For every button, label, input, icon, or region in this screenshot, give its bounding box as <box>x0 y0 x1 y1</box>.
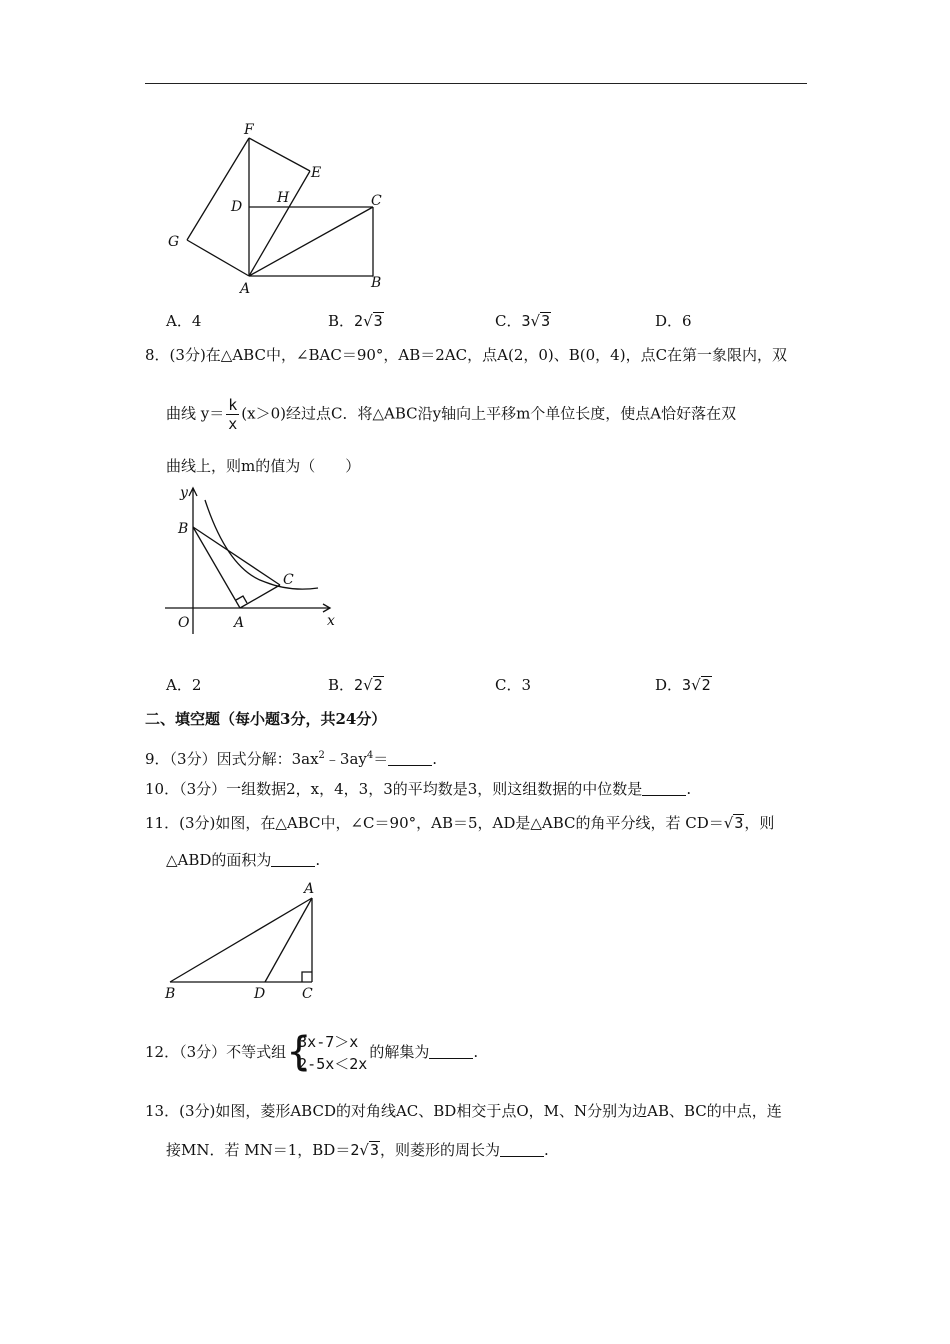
section-heading: 二、填空题（每小题3分，共24分） <box>145 710 387 728</box>
period: . <box>543 1141 549 1159</box>
coef: 2 <box>350 1141 360 1159</box>
coef: 2 <box>354 676 364 694</box>
exponent: 4 <box>366 750 374 761</box>
q8-line2-post: (x＞0)经过点C．将△ABC沿y轴向上平移m个单位长度，使点A恰好落在双 <box>241 404 737 423</box>
axis-label-x: x <box>327 613 335 629</box>
coef: 2 <box>354 312 364 330</box>
label-F: F <box>244 122 254 138</box>
q8-figure <box>160 482 350 634</box>
inequality-system <box>286 1031 367 1075</box>
label-C: C <box>302 986 313 1002</box>
label-C: C <box>371 193 382 209</box>
q8-option-c[interactable]: C．3 <box>495 676 532 694</box>
denominator: x <box>228 415 238 433</box>
label-G: G <box>168 234 180 250</box>
label-D: D <box>254 986 266 1002</box>
radicand: 3 <box>369 1141 379 1159</box>
label-A: A <box>304 881 315 897</box>
q11-line1-post: ，则 <box>744 814 775 832</box>
header-rule <box>145 83 807 84</box>
q12 <box>145 1030 478 1075</box>
q12-post: 的解集为 <box>369 1043 430 1061</box>
numerator: k <box>228 396 238 414</box>
q11-line1: 11．(3分)如图，在△ABC中，∠C＝90°，AB＝5，AD是△ABC的角平分线，若 CD＝√3，则 <box>145 814 775 832</box>
answer-blank[interactable] <box>388 751 432 766</box>
period: . <box>473 1043 479 1061</box>
q10-text: 10．（3分）一组数据2，x，4，3，3的平均数是3，则这组数据的中位数是 <box>145 780 643 798</box>
inequality-1: 3x-7＞x <box>298 1033 359 1051</box>
q11-line1-pre: 11．(3分)如图，在△ABC中，∠C＝90°，AB＝5，AD是△ABC的角平分线，若 CD＝ <box>145 814 724 832</box>
q7-option-d[interactable]: D．6 <box>655 312 692 330</box>
q13-line2: 接MN．若 MN＝1，BD＝2√3，则菱形的周长为 . <box>166 1141 549 1159</box>
q7-figure <box>160 118 400 300</box>
label-C: C <box>283 572 294 588</box>
option-letter: B． <box>328 312 355 330</box>
period: . <box>432 750 438 768</box>
fraction <box>226 396 239 433</box>
q7-option-a[interactable]: A．4 <box>166 312 202 330</box>
coef: 3 <box>682 676 692 694</box>
q9-pre: 9．（3分）因式分解：3ax <box>145 750 319 768</box>
q8-option-a[interactable]: A．2 <box>166 676 202 694</box>
q7-option-c[interactable]: C．3√3 <box>495 312 551 330</box>
coef: 3 <box>521 312 531 330</box>
inequality-2: 2-5x＜2x <box>298 1055 368 1073</box>
q9 <box>145 746 437 769</box>
q8-option-d[interactable]: D．3√2 <box>655 676 711 694</box>
option-letter: B． <box>328 676 355 694</box>
q8-line2-pre: 曲线 y＝ <box>166 404 225 423</box>
period: . <box>686 780 692 798</box>
q8-line3: 曲线上，则m的值为（ ） <box>166 457 361 475</box>
q8-option-b[interactable]: B．2√2 <box>328 676 383 694</box>
label-B: B <box>371 275 382 291</box>
q8-line1: 8．(3分)在△ABC中，∠BAC＝90°，AB＝2AC，点A(2，0)、B(0，4)，点C在第一象限内，双 <box>145 346 788 364</box>
option-letter: C． <box>495 312 522 330</box>
q8-line2 <box>166 396 736 433</box>
label-D: D <box>231 199 243 215</box>
label-O: O <box>178 615 190 631</box>
radicand: 3 <box>734 814 744 832</box>
q9-post: ＝ <box>373 750 389 768</box>
label-E: E <box>311 165 322 181</box>
radicand: 3 <box>373 312 383 330</box>
q7-option-b[interactable]: B．2√3 <box>328 312 383 330</box>
period: . <box>315 851 321 869</box>
label-H: H <box>277 190 290 206</box>
q11-line2 <box>166 850 320 870</box>
q9-mid: ﹣3ay <box>324 750 367 768</box>
label-A: A <box>240 281 251 297</box>
radicand: 2 <box>701 676 711 694</box>
radicand: 2 <box>373 676 383 694</box>
q13-line2-post: ，则菱形的周长为 <box>379 1141 500 1159</box>
q10 <box>145 779 691 799</box>
answer-blank[interactable] <box>642 781 686 796</box>
label-B: B <box>165 986 176 1002</box>
answer-blank[interactable] <box>429 1044 473 1059</box>
radicand: 3 <box>541 312 551 330</box>
q13-line2-pre: 接MN．若 MN＝1，BD＝ <box>166 1141 351 1159</box>
label-A: A <box>234 615 245 631</box>
exponent: 2 <box>318 750 325 761</box>
option-letter: D． <box>655 676 683 694</box>
q12-pre: 12．（3分）不等式组 <box>145 1043 287 1061</box>
answer-blank[interactable] <box>271 852 315 867</box>
answer-blank[interactable] <box>500 1142 544 1157</box>
q11-figure <box>160 876 330 1004</box>
q13-line1: 13．(3分)如图，菱形ABCD的对角线AC、BD相交于点O，M、N分别为边AB、BC的中点，连 <box>145 1102 782 1120</box>
label-B: B <box>178 521 189 537</box>
q11-line2-text: △ABD的面积为 <box>166 851 272 869</box>
axis-label-y: y <box>180 485 188 501</box>
brace: { <box>286 1029 312 1075</box>
